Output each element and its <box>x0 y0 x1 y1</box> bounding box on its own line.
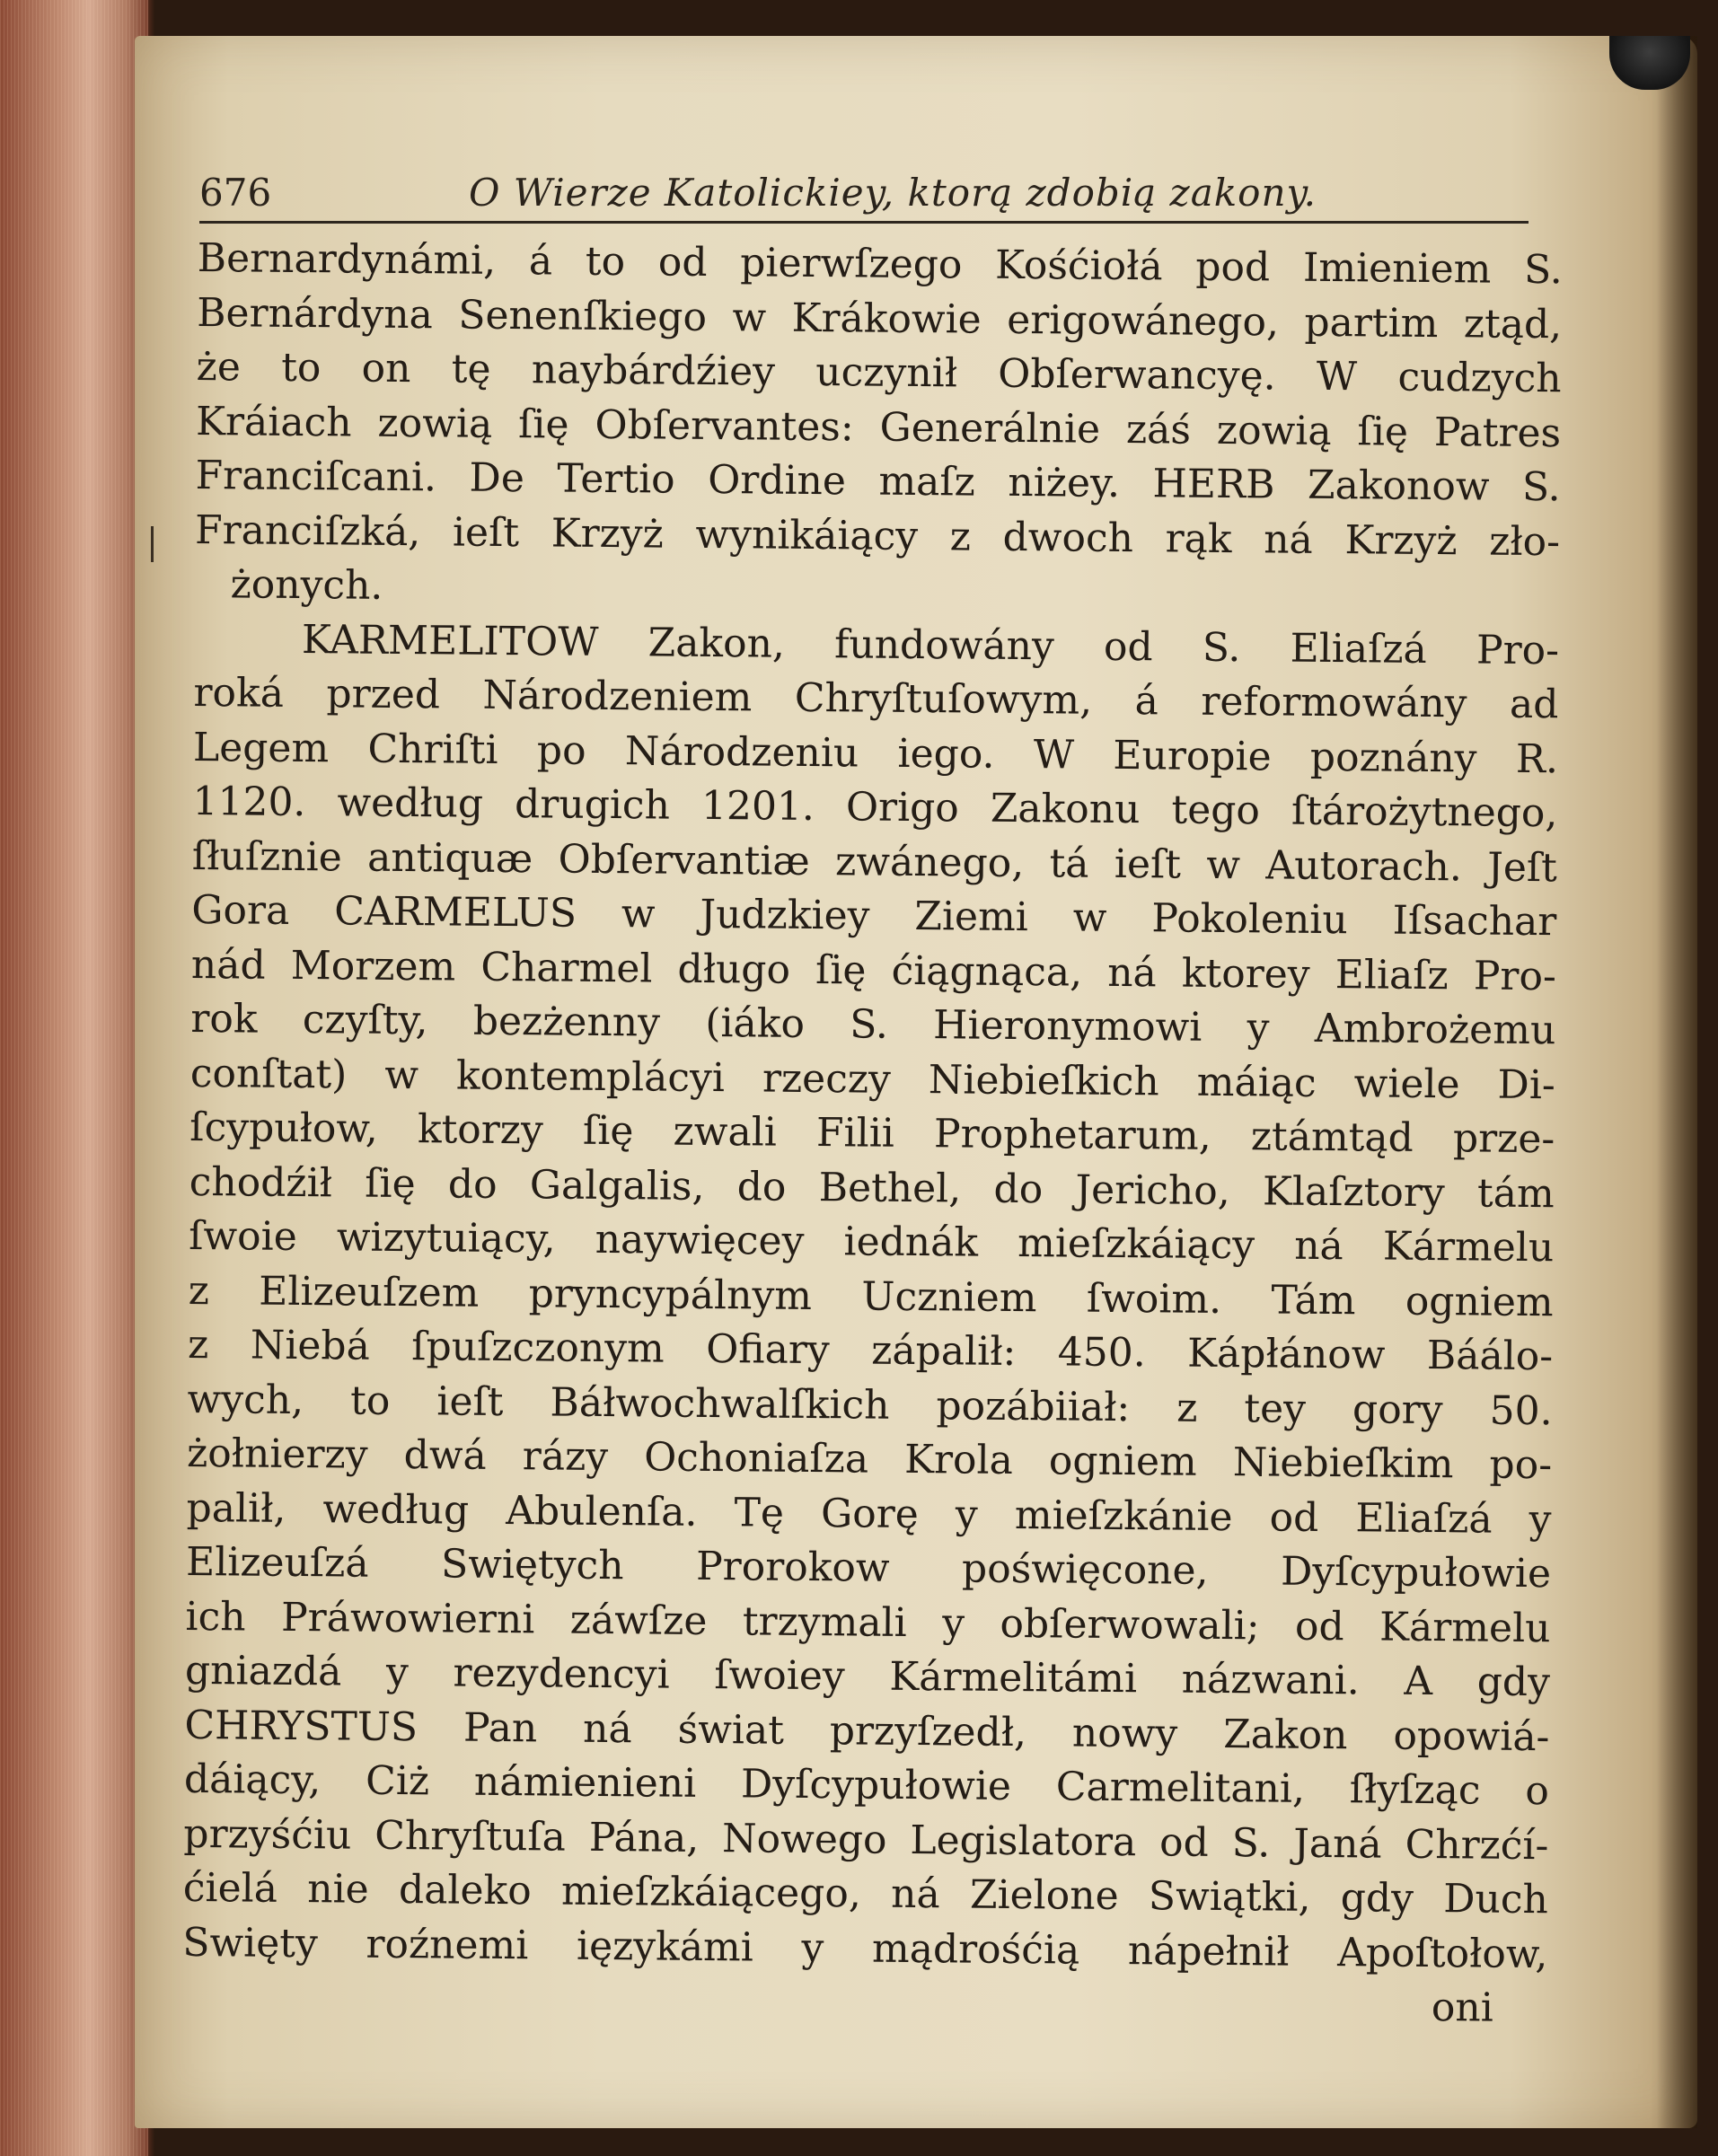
page-header <box>199 171 1546 223</box>
text-line: 1120. według drugich 1201. Origo Zakonu tego ſtárożytnego, <box>192 778 1558 837</box>
text-line: palił, według Abulenſa. Tę Gorę y mieſzkánie od Eliaſzá y <box>186 1484 1552 1543</box>
text-line: ich Práwowierni záwſze trzymali y obſerwowali; od Kármelu <box>185 1593 1551 1651</box>
text-line: ſcypułow, ktorzy ſię zwali Filii Prophetarum, ztámtąd prze- <box>189 1104 1555 1163</box>
text-line: żołnierzy dwá rázy Ochoniaſza Krola ogniem Niebieſkim po- <box>186 1430 1553 1489</box>
text-line: conſtat) w kontemplácyi rzeczy Niebieſkich máiąc wiele Di- <box>189 1050 1555 1108</box>
text-line: z Niebá ſpuſzczonym Ofiary zápalił: 450. Kápłánow Báálo- <box>187 1321 1554 1380</box>
page-edges <box>0 0 148 2156</box>
text-line: chodźił ſię do Galgalis, do Bethel, do Jericho, Klaſztory tám <box>189 1158 1555 1217</box>
text-line: Franciſcani. De Tertio Ordine maſz niżey. HERB Zakonow S. <box>195 452 1561 511</box>
text-line: że to on tę naybárdźiey uczynił Obſerwancyę. W cudzych <box>196 343 1562 402</box>
text-line: ćielá nie daleko mieſzkáiącego, ná Zielone Swiątki, gdy Duch <box>182 1864 1549 1923</box>
page-body <box>182 232 1563 2037</box>
header-rule <box>199 221 1529 224</box>
running-title: O Wierze Katolickiey, ktorą zdobią zakony. <box>469 171 1317 215</box>
text-line: wych, to ieſt Báłwochwalſkich pozábiiał: z tey gory 50. <box>187 1376 1553 1434</box>
text-line: ſwoie wizytuiący, naywięcey iednák mieſzkáiący ná Kármelu <box>189 1212 1555 1272</box>
margin-mark <box>151 526 154 562</box>
text-line: KARMELITOW Zakon, fundowány od S. Eliaſzá Pro- <box>301 616 1560 673</box>
text-line: dáiący, Ciż námienieni Dyſcypułowie Carmelitani, ſłyſząc o <box>183 1756 1550 1815</box>
page-number: 676 <box>199 171 272 215</box>
text-line: roká przed Národzeniem Chryſtuſowym, á reformowány ad <box>193 669 1559 728</box>
text-line: rok czyſty, bezżenny (iáko S. Hieronymowi y Ambrożemu <box>190 995 1556 1054</box>
text-line: Elizeuſzá Swiętych Prorokow poświęcone, Dyſcypułowie <box>185 1538 1552 1597</box>
text-line: nád Morzem Charmel długo ſię ćiągnąca, ná ktorey Eliaſz Pro- <box>190 941 1557 999</box>
text-line: gniazdá y rezydencyi ſwoiey Kármelitámi názwani. A gdy <box>184 1647 1551 1706</box>
text-line: Swięty roźnemi ięzykámi y mądrośćią nápełnił Apoſtołow, <box>182 1919 1548 1977</box>
catchword: oni <box>1431 1984 1494 2031</box>
text-line: Franciſzká, ieſt Krzyż wynikáiący z dwoch rąk ná Krzyż zło- <box>194 506 1561 565</box>
text-line: Gora CARMELUS w Judzkiey Ziemi w Pokoleniu Iſsachar <box>191 886 1557 946</box>
text-line: przyśćiu Chryſtuſa Pána, Nowego Legislatora od S. Janá Chrzćí- <box>183 1810 1549 1869</box>
text-line: Legem Chriſti po Národzeniu iego. W Europie poznány R. <box>192 724 1559 782</box>
text-line: Bernárdyna Senenſkiego w Krákowie erigowánego, partim ztąd, <box>196 289 1563 348</box>
text-line: z Elizeuſzem pryncypálnym Uczniem ſwoim. Tám ogniem <box>188 1267 1554 1325</box>
text-line: Bernardynámi, á to od pierwſzego Kośćiołá pod Imieniem S. <box>197 234 1563 294</box>
gutter-shadow <box>1657 36 1697 2128</box>
text-line: ſłuſznie antiquæ Obſervantiæ zwánego, tá ieſt w Autorach. Jeſt <box>191 832 1558 891</box>
text-line: Kráiach zowią ſię Obſervantes: Generálnie záś zowią ſię Patres <box>195 398 1562 456</box>
text-line: żonych. <box>230 561 383 609</box>
text-line: CHRYSTUS Pan ná świat przyſzedł, nowy Zakon opowiá- <box>184 1702 1550 1760</box>
